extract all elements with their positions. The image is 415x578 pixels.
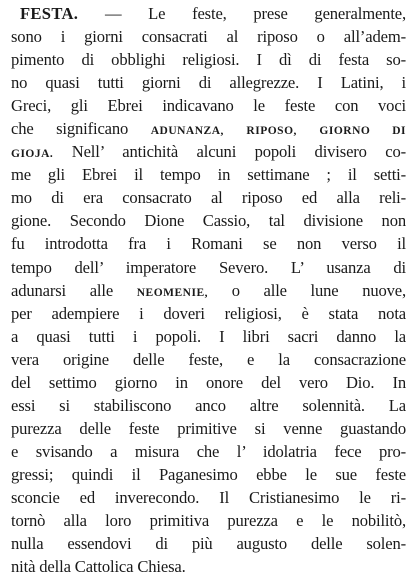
text-line — [11, 348, 406, 371]
text-run — [224, 119, 247, 138]
text-run: a quasi tutti i popoli. I libri sacri danno la — [11, 326, 406, 346]
text-line — [11, 48, 406, 71]
text-run: no quasi tutti giorni di allegrezze. I Latini, i — [11, 73, 406, 93]
text-run: purezza delle feste primitive si venne guastando — [11, 418, 406, 438]
text-run: me gli Ebrei il tempo in settimane ; il setti- — [11, 165, 406, 185]
text-run: nità della Cattolica Chiesa. — [11, 557, 186, 577]
text-run: tempo dell’ imperatore Severo. L’ usanza di — [11, 257, 406, 277]
text-line — [11, 25, 406, 48]
text-line — [11, 417, 406, 440]
text-run: o alle lune nuove, — [208, 280, 406, 300]
text-run: vera origine delle feste, e la consacrazione — [11, 349, 406, 369]
text-run: gione. Secondo Dione Cassio, tal divisione non — [11, 211, 406, 231]
text-line — [11, 94, 406, 117]
text-line — [11, 302, 406, 325]
small-caps-term: ADUNANZA, — [150, 125, 224, 138]
text-run: tornò alla loro primitiva purezza e le nobilitò, — [11, 511, 406, 531]
text-line — [11, 532, 406, 555]
text-run: fu introdotta fra i Romani se non verso il — [11, 234, 406, 254]
text-run: del settimo giorno in onore del vero Dio. In — [11, 372, 406, 392]
text-line — [11, 440, 406, 463]
text-run: sono i giorni consacrati al riposo o all’adem- — [11, 27, 406, 47]
text-line — [11, 463, 406, 486]
text-run: per adempiere i doveri religiosi, è stata nota — [11, 303, 406, 323]
small-caps-term: GIOJA. — [11, 148, 54, 161]
text-line — [11, 2, 406, 25]
text-run: nulla essendovi di più augusto delle solen- — [11, 534, 406, 554]
text-run: essi si stabiliscono anco altre solennità. La — [11, 395, 406, 415]
text-line — [11, 209, 406, 232]
small-caps-term: NEOMENIE, — [136, 286, 209, 299]
text-run: mo di era consacrato al riposo ed alla reli- — [11, 188, 406, 208]
text-line — [11, 371, 406, 394]
text-run: — Le feste, prese generalmente, — [78, 4, 406, 23]
text-run: Greci, gli Ebrei indicavano le feste con voci — [11, 96, 406, 116]
text-run: che significano — [11, 119, 151, 139]
text-line — [11, 140, 406, 163]
text-run: pimento di obblighi religiosi. I dì di festa so- — [11, 50, 406, 70]
small-caps-term: GIORNO DI — [319, 125, 407, 138]
article-text — [11, 2, 406, 578]
text-run: sconcie ed inverecondo. Il Cristianesimo le ri- — [11, 487, 406, 507]
text-line — [11, 232, 406, 255]
text-run: adunarsi alle — [11, 280, 137, 300]
text-line — [11, 394, 406, 417]
entry-headword: FESTA. — [20, 4, 79, 23]
small-caps-term: RIPOSO, — [246, 125, 297, 138]
text-line — [11, 279, 406, 302]
text-run — [297, 119, 320, 138]
text-line — [11, 117, 406, 140]
text-run: e svisando a misura che l’ idolatria fece pro- — [11, 441, 406, 461]
text-line — [11, 555, 406, 578]
text-line — [11, 256, 406, 279]
text-line — [11, 71, 406, 94]
text-run: Nell’ antichità alcuni popoli divisero co- — [53, 142, 406, 162]
text-line — [11, 186, 406, 209]
text-line — [11, 509, 406, 532]
text-line — [11, 486, 406, 509]
text-line — [11, 325, 406, 348]
text-run: gressi; quindi il Paganesimo ebbe le sue feste — [11, 464, 406, 484]
text-line — [11, 163, 406, 186]
